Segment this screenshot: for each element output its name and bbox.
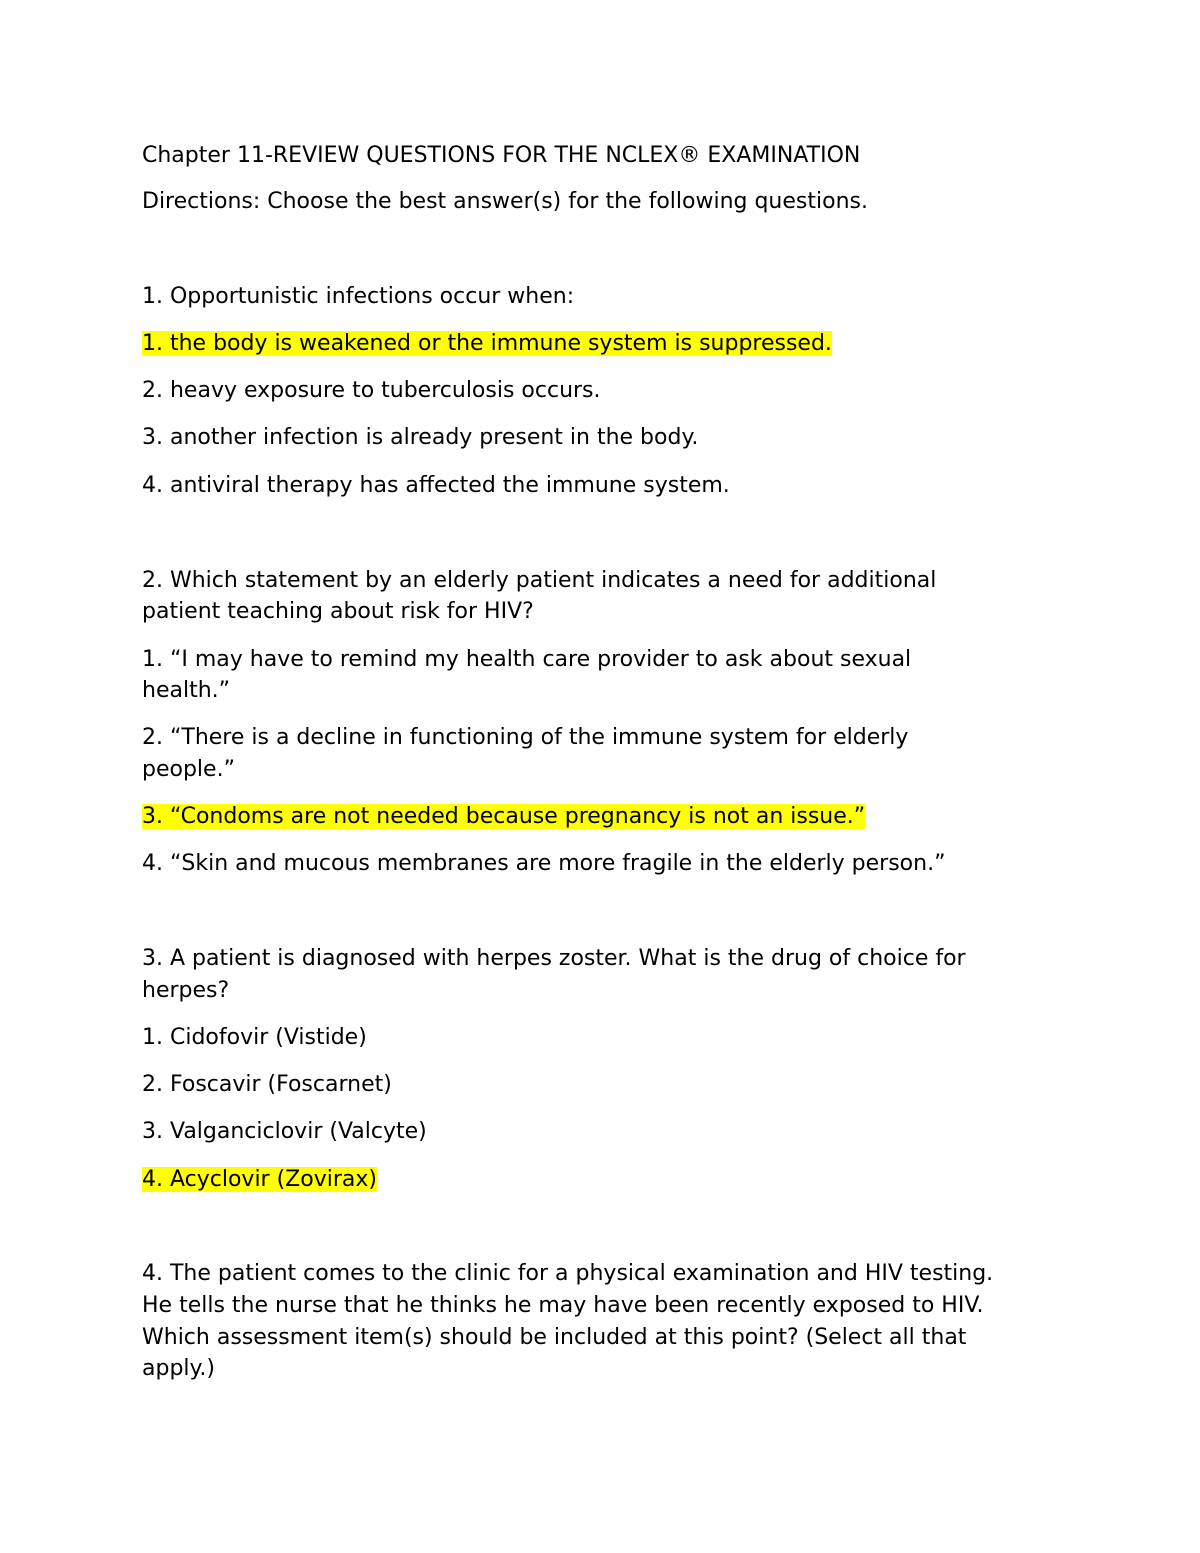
- highlighted-answer: 1. the body is weakened or the immune system is suppressed.: [142, 331, 832, 356]
- question-2-option-1-line-1: 1. “I may have to remind my health care provider to ask about sexual: [142, 647, 912, 672]
- question-2-stem-line-1: 2. Which statement by an elderly patient indicates a need for additional: [142, 568, 937, 593]
- highlighted-answer: 3. “Condoms are not needed because pregnancy is not an issue.”: [142, 804, 866, 829]
- highlighted-answer: 4. Acyclovir (Zovirax): [142, 1167, 377, 1192]
- question-2-option-3: [142, 801, 865, 833]
- question-4-stem-line-4: apply.): [142, 1356, 215, 1381]
- question-2-option-4: 4. “Skin and mucous membranes are more fragile in the elderly person.”: [142, 851, 946, 876]
- question-3-option-3: 3. Valganciclovir (Valcyte): [142, 1119, 427, 1144]
- question-3-option-2: 2. Foscavir (Foscarnet): [142, 1072, 392, 1097]
- directions-text: Directions: Choose the best answer(s) for the following questions.: [142, 189, 868, 214]
- question-4-stem-line-3: Which assessment item(s) should be included at this point? (Select all that: [142, 1325, 967, 1350]
- question-2-option-1-line-2: health.”: [142, 678, 231, 703]
- question-2-option-2-line-2: people.”: [142, 757, 235, 782]
- question-1-option-3: 3. another infection is already present in the body.: [142, 425, 699, 450]
- question-4-stem-line-1: 4. The patient comes to the clinic for a physical examination and HIV testing.: [142, 1261, 994, 1286]
- question-1-option-2: 2. heavy exposure to tuberculosis occurs.: [142, 378, 601, 403]
- question-3-option-1: 1. Cidofovir (Vistide): [142, 1025, 367, 1050]
- question-2-option-2-line-1: 2. “There is a decline in functioning of the immune system for elderly: [142, 725, 909, 750]
- document-title: Chapter 11-REVIEW QUESTIONS FOR THE NCLEX® EXAMINATION: [142, 143, 861, 168]
- question-2-stem-line-2: patient teaching about risk for HIV?: [142, 599, 534, 624]
- question-4-stem-line-2: He tells the nurse that he thinks he may have been recently exposed to HIV.: [142, 1293, 984, 1318]
- question-1-option-1: [142, 328, 832, 360]
- question-1-stem: 1. Opportunistic infections occur when:: [142, 284, 575, 309]
- question-1-option-4: 4. antiviral therapy has affected the immune system.: [142, 473, 730, 498]
- question-3-stem-line-2: herpes?: [142, 978, 230, 1003]
- question-3-option-4: [142, 1164, 377, 1196]
- question-3-stem-line-1: 3. A patient is diagnosed with herpes zoster. What is the drug of choice for: [142, 946, 966, 971]
